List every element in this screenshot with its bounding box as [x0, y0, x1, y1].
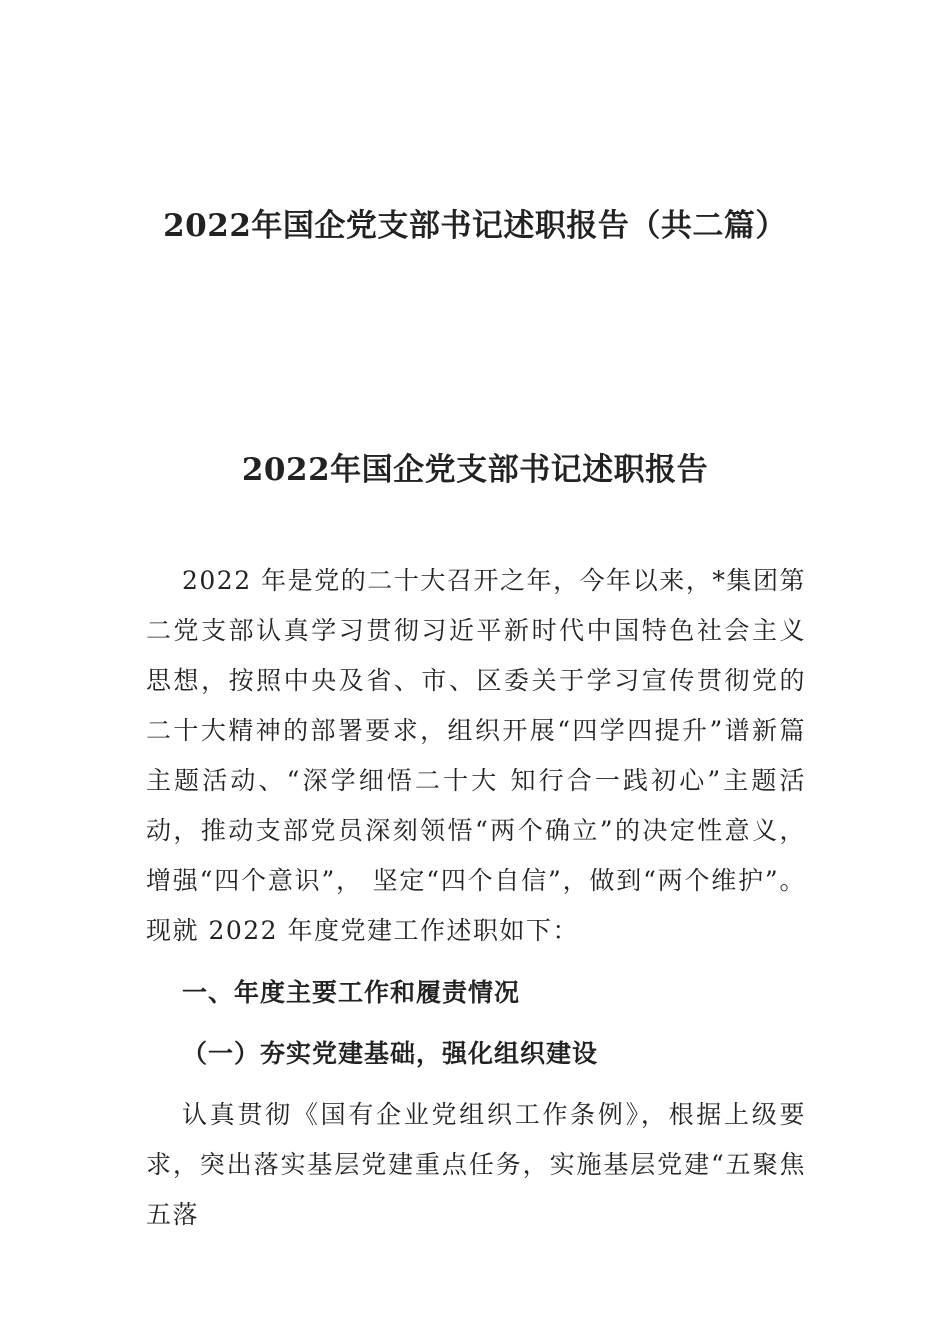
report-title: 2022年国企党支部书记述职报告 — [241, 452, 709, 488]
intro-paragraph: 2022 年是党的二十大召开之年，今年以来，*集团第二党支部认真学习贯彻习近平新时代中国特色社会主义思想，按照中央及省、市、区委关于学习宣传贯彻党的二十大精神的部署要求，组织开展“四学四提升”谱新篇主题活动、“深学细悟二十大 知行合一践初心”主题活动，推动支部党员深刻领悟“两个确立”的决定性意义，增强“四个意识”， 坚定“四个自信”，做到“两个维护”。现就 2022 年度党建工作述职如下： — [146, 566, 806, 945]
section-paragraph: 认真贯彻《国有企业党组织工作条例》，根据上级要求，突出落实基层党建重点任务，实施基层党建“五聚焦五落 — [146, 1100, 806, 1229]
document-main-title: 2022年国企党支部书记述职报告（共二篇） — [163, 208, 787, 244]
section-heading-1: 一、年度主要工作和履责情况 — [182, 978, 521, 1007]
subsection-heading-1: （一）夯实党建基础，强化组织建设 — [182, 1039, 599, 1068]
